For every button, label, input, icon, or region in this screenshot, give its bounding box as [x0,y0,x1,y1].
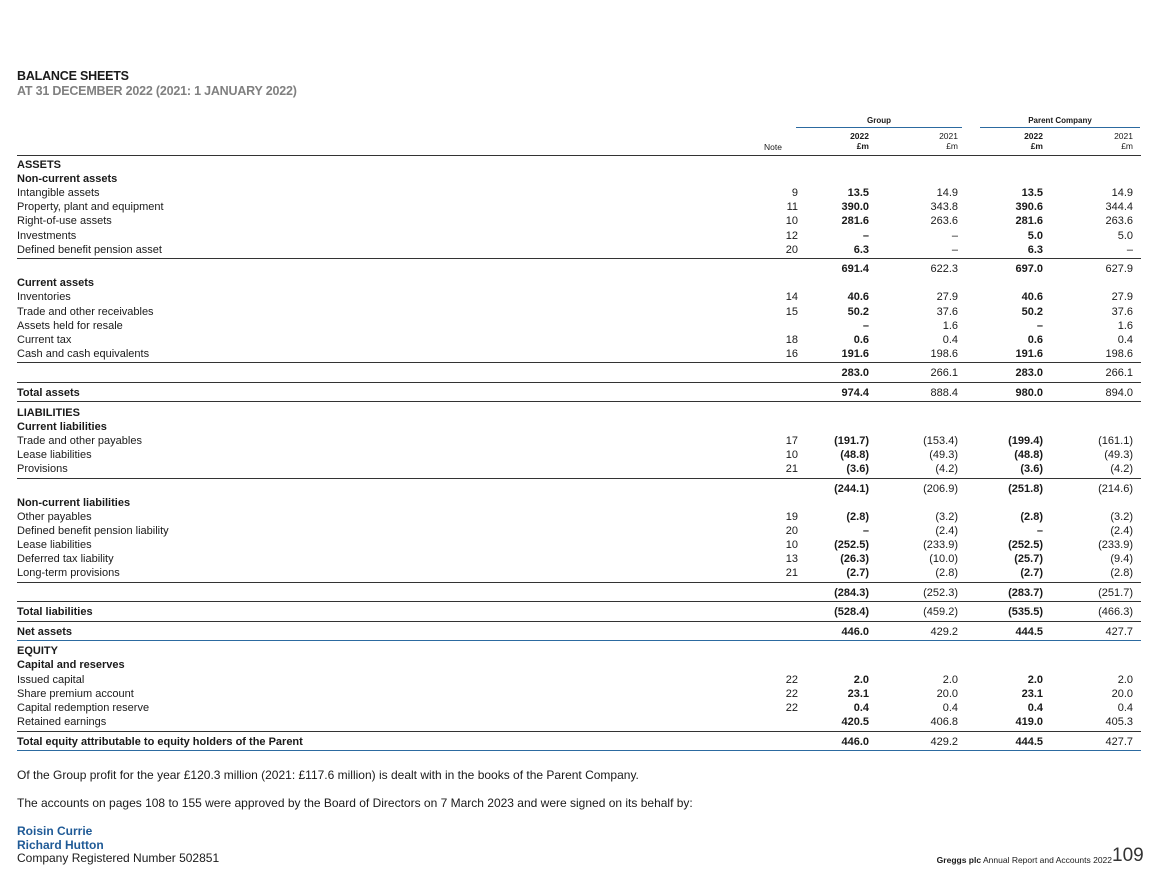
row-note: 16 [785,348,798,360]
row-divider [17,478,1141,479]
group-2022-value: (528.4) [834,606,869,618]
table-row [17,673,1141,687]
parent-2022-value: 697.0 [1015,263,1043,275]
row-label: Current liabilities [17,421,107,433]
table-row [17,420,1141,434]
brand-name: Greggs plc [936,855,982,865]
row-label: Net assets [17,626,73,638]
parent-2021-value: 894.0 [1105,387,1133,399]
parent-2021-value: 198.6 [1105,348,1133,360]
group-2021-value: 0.4 [942,702,958,714]
report-name: Annual Report and Accounts 2022 [982,855,1112,865]
report-brand [937,855,1112,865]
parent-2021-value: (2.4) [1110,525,1133,537]
group-2022-value: 191.6 [841,348,869,360]
group-2021-value: 2.0 [942,674,958,686]
row-note: 18 [785,334,798,346]
group-2021-value: 266.1 [930,367,958,379]
row-divider [17,382,1141,383]
row-label: Non-current liabilities [17,497,131,509]
group-2021-value: (10.0) [929,553,958,565]
row-note: 10 [785,215,798,227]
row-note: 10 [785,449,798,461]
table-row [17,687,1141,701]
parent-2022-value: 0.4 [1027,702,1043,714]
row-label: Long-term provisions [17,567,120,579]
row-label: Provisions [17,463,68,475]
parent-2022-value: 5.0 [1027,230,1043,242]
parent-2022-value: (251.8) [1008,483,1043,495]
group-2021-value: 27.9 [936,291,958,303]
row-note: 17 [785,435,798,447]
parent-2021-value: 5.0 [1117,230,1133,242]
group-2021-value: 429.2 [930,626,958,638]
group-2022-value: 2.0 [853,674,869,686]
row-label: Other payables [17,511,92,523]
row-label: Inventories [17,291,71,303]
table-row [17,305,1141,319]
group-2021-value: 343.8 [930,201,958,213]
group-2021-value: (3.2) [935,511,958,523]
group-header: Group [867,116,891,125]
parent-2021-value: 2.0 [1117,674,1133,686]
parent-2021-value: (49.3) [1104,449,1133,461]
row-label: Investments [17,230,77,242]
row-label: Deferred tax liability [17,553,114,565]
row-label: Defined benefit pension asset [17,244,162,256]
row-label: Assets held for resale [17,320,123,332]
group-2022-value: (191.7) [834,435,869,447]
row-label: LIABILITIES [17,407,80,419]
parent-2021-value: (3.2) [1110,511,1133,523]
row-divider [17,362,1141,363]
table-row [17,482,1141,496]
group-2022-value: 6.3 [853,244,869,256]
group-2022-value: 974.4 [841,387,869,399]
group-2021-value: 1.6 [942,320,958,332]
parent-2022-value: (3.6) [1020,463,1043,475]
parent-2022-value: 283.0 [1015,367,1043,379]
group-2021-value: 37.6 [936,306,958,318]
parent-2021-value: (9.4) [1110,553,1133,565]
row-label: Current tax [17,334,72,346]
group-2022-value: 283.0 [841,367,869,379]
parent-2021-value: 37.6 [1111,306,1133,318]
parent-2022-year: 2022 [1024,131,1043,141]
table-row [17,347,1141,361]
table-row [17,496,1141,510]
table-row [17,462,1141,476]
table-row [17,406,1141,420]
table-row [17,538,1141,552]
group-2021-value: 263.6 [930,215,958,227]
parent-2022-value: – [1036,525,1043,537]
parent-2021-value: 627.9 [1105,263,1133,275]
parent-2021-year: 2021 [1114,131,1133,141]
row-divider [17,582,1141,583]
group-2022-value: 420.5 [841,716,869,728]
parent-2022-value: 50.2 [1021,306,1043,318]
group-2022-value: (2.7) [846,567,869,579]
parent-2021-value: 263.6 [1105,215,1133,227]
table-row [17,510,1141,524]
parent-2021-value: (161.1) [1098,435,1133,447]
row-note: 15 [785,306,798,318]
group-2021-value: (252.3) [923,587,958,599]
row-note: 22 [785,702,798,714]
row-label: Total equity attributable to equity holders of the Parent [17,736,303,748]
row-note: 9 [791,187,798,199]
table-row [17,735,1141,749]
table-row [17,605,1141,619]
row-note: 10 [785,539,798,551]
approval-note: The accounts on pages 108 to 155 were approved by the Board of Directors on 7 March 2023 and were signed on its behalf by: [17,796,693,810]
group-2021-value: (233.9) [923,539,958,551]
parent-2021-value: 14.9 [1111,187,1133,199]
parent-2021-value: (251.7) [1098,587,1133,599]
group-2022-value: (252.5) [834,539,869,551]
group-2022-value: (244.1) [834,483,869,495]
parent-2021-value: 344.4 [1105,201,1133,213]
group-2021-value: – [951,230,958,242]
group-2022-value: 50.2 [847,306,869,318]
row-divider [17,640,1141,641]
parent-2022-value: 980.0 [1015,387,1043,399]
table-row [17,158,1141,172]
row-label: Capital and reserves [17,659,125,671]
table-row [17,200,1141,214]
parent-2021-value: 20.0 [1111,688,1133,700]
parent-2021-unit: £m [1121,141,1133,151]
table-row [17,366,1141,380]
group-2022-value: 691.4 [841,263,869,275]
row-label: Retained earnings [17,716,107,728]
parent-2021-value: – [1126,244,1133,256]
row-label: Capital redemption reserve [17,702,150,714]
row-label: Cash and cash equivalents [17,348,150,360]
signatory-2: Richard Hutton [17,838,104,852]
row-label: Issued capital [17,674,85,686]
group-2022-year: 2022 [850,131,869,141]
note-header: Note [764,142,782,152]
parent-2022-value: (535.5) [1008,606,1043,618]
profit-note: Of the Group profit for the year £120.3 million (2021: £117.6 million) is dealt with in the books of the Parent Company. [17,768,639,782]
group-2022-value: (2.8) [846,511,869,523]
table-row [17,229,1141,243]
table-row [17,586,1141,600]
group-2022-value: 446.0 [841,626,869,638]
group-2021-value: 888.4 [930,387,958,399]
parent-2022-unit: £m [1030,141,1043,151]
group-2022-value: 390.0 [841,201,869,213]
parent-2022-value: (2.7) [1020,567,1043,579]
row-label: Property, plant and equipment [17,201,164,213]
parent-2022-value: 281.6 [1015,215,1043,227]
row-note: 20 [785,244,798,256]
parent-2021-value: 0.4 [1117,334,1133,346]
parent-2022-value: (252.5) [1008,539,1043,551]
row-label: ASSETS [17,159,62,171]
row-label: EQUITY [17,645,58,657]
table-row [17,276,1141,290]
table-row [17,262,1141,276]
table-row [17,434,1141,448]
group-2022-value: 446.0 [841,736,869,748]
parent-2021-value: (2.8) [1110,567,1133,579]
table-row [17,552,1141,566]
table-row [17,386,1141,400]
signatory-1: Roisin Currie [17,824,93,838]
row-label: Trade and other receivables [17,306,154,318]
group-2021-value: – [951,244,958,256]
parent-2022-value: 23.1 [1021,688,1043,700]
table-row [17,625,1141,639]
parent-2022-value: 390.6 [1015,201,1043,213]
group-2022-value: – [862,525,869,537]
parent-2021-value: (214.6) [1098,483,1133,495]
page-title: BALANCE SHEETS [17,69,129,83]
table-row [17,701,1141,715]
row-note: 22 [785,688,798,700]
table-row [17,658,1141,672]
row-note: 20 [785,525,798,537]
parent-2021-value: 27.9 [1111,291,1133,303]
parent-2021-value: 1.6 [1117,320,1133,332]
parent-2022-value: – [1036,320,1043,332]
table-row [17,524,1141,538]
row-label: Trade and other payables [17,435,142,447]
group-2022-value: (284.3) [834,587,869,599]
table-row [17,333,1141,347]
row-divider [17,401,1141,402]
row-label: Current assets [17,277,95,289]
group-2022-value: 13.5 [847,187,869,199]
parent-2022-value: 2.0 [1027,674,1043,686]
group-2021-value: (2.4) [935,525,958,537]
row-label: Intangible assets [17,187,100,199]
row-label: Right-of-use assets [17,215,112,227]
row-note: 21 [785,463,798,475]
parent-2022-value: 444.5 [1015,736,1043,748]
row-divider [17,731,1141,732]
group-2022-value: 0.6 [853,334,869,346]
parent-2022-value: 191.6 [1015,348,1043,360]
parent-2021-value: (466.3) [1098,606,1133,618]
group-2021-year: 2021 [939,131,958,141]
group-2021-value: (4.2) [935,463,958,475]
parent-2022-value: (199.4) [1008,435,1043,447]
group-2021-value: 20.0 [936,688,958,700]
group-2022-value: (3.6) [846,463,869,475]
table-row [17,290,1141,304]
group-2022-value: 0.4 [853,702,869,714]
parent-2022-value: 13.5 [1021,187,1043,199]
group-2022-value: (48.8) [840,449,869,461]
parent-2021-value: (233.9) [1098,539,1133,551]
parent-2021-value: 427.7 [1105,626,1133,638]
group-2022-value: – [862,230,869,242]
table-row [17,448,1141,462]
parent-2021-value: 427.7 [1105,736,1133,748]
parent-2022-value: (2.8) [1020,511,1043,523]
table-row [17,172,1141,186]
row-divider [17,258,1141,259]
table-row [17,186,1141,200]
row-note: 13 [785,553,798,565]
parent-2021-value: 266.1 [1105,367,1133,379]
row-label: Share premium account [17,688,134,700]
table-row [17,644,1141,658]
group-2021-unit: £m [946,141,958,151]
group-2022-value: 281.6 [841,215,869,227]
group-2021-value: 429.2 [930,736,958,748]
parent-2022-value: 40.6 [1021,291,1043,303]
parent-2022-value: 419.0 [1015,716,1043,728]
row-note: 12 [785,230,798,242]
table-row [17,715,1141,729]
group-2021-value: 198.6 [930,348,958,360]
row-label: Total liabilities [17,606,93,618]
row-label: Lease liabilities [17,539,92,551]
row-note: 14 [785,291,798,303]
page-number: 109 [1112,845,1144,866]
row-label: Total assets [17,387,80,399]
group-2021-value: 406.8 [930,716,958,728]
group-2022-unit: £m [856,141,869,151]
parent-2022-value: 444.5 [1015,626,1043,638]
parent-2022-value: (283.7) [1008,587,1043,599]
parent-2022-value: (48.8) [1014,449,1043,461]
page-subtitle: AT 31 DECEMBER 2022 (2021: 1 JANUARY 2022) [17,84,297,98]
row-divider [17,621,1141,622]
group-2022-value: – [862,320,869,332]
group-2021-value: 0.4 [942,334,958,346]
parent-header: Parent Company [1028,116,1092,125]
row-note: 22 [785,674,798,686]
table-row [17,319,1141,333]
company-reg-number: Company Registered Number 502851 [17,851,220,865]
group-2021-value: (153.4) [923,435,958,447]
parent-2022-value: 6.3 [1027,244,1043,256]
parent-2022-value: (25.7) [1014,553,1043,565]
parent-2022-value: 0.6 [1027,334,1043,346]
group-2022-value: 40.6 [847,291,869,303]
group-2022-value: (26.3) [840,553,869,565]
parent-2021-value: (4.2) [1110,463,1133,475]
group-2021-value: 622.3 [930,263,958,275]
table-row [17,214,1141,228]
table-row [17,243,1141,257]
row-label: Non-current assets [17,173,118,185]
row-label: Defined benefit pension liability [17,525,169,537]
row-note: 19 [785,511,798,523]
group-2021-value: (49.3) [929,449,958,461]
parent-2021-value: 405.3 [1105,716,1133,728]
parent-2021-value: 0.4 [1117,702,1133,714]
row-note: 11 [786,201,798,213]
group-2021-value: 14.9 [936,187,958,199]
group-2022-value: 23.1 [847,688,869,700]
group-2021-value: (2.8) [935,567,958,579]
row-label: Lease liabilities [17,449,92,461]
table-row [17,566,1141,580]
group-2021-value: (206.9) [923,483,958,495]
row-note: 21 [785,567,798,579]
row-divider [17,601,1141,602]
group-2021-value: (459.2) [923,606,958,618]
row-divider [17,750,1141,751]
